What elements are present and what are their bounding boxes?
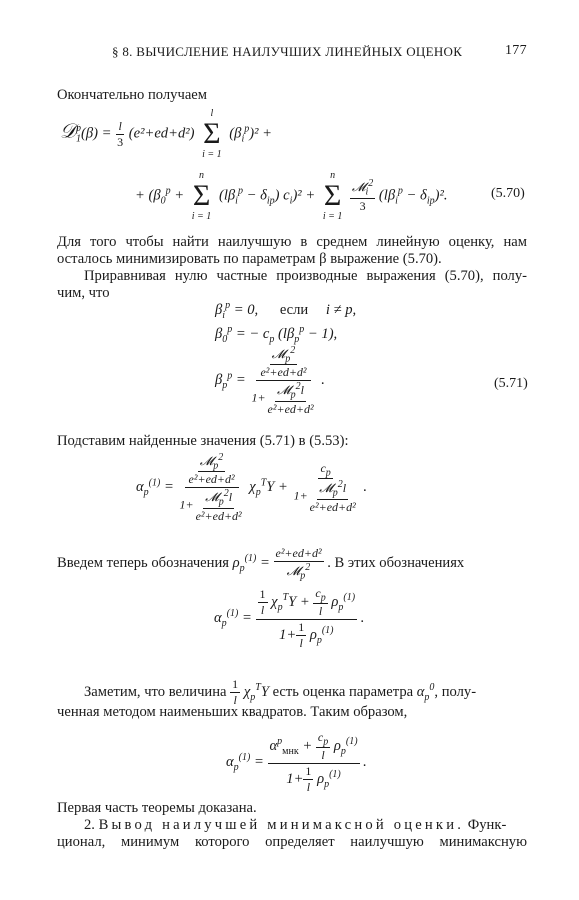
paragraph-8-text-rest: Функ- bbox=[467, 817, 507, 833]
paragraph-8-line-1 bbox=[84, 817, 506, 834]
paragraph-3-line-1: Приравнивая нулю частные производные выражения (5.70), полу- bbox=[84, 268, 527, 284]
paragraph-6-line-1: Заметим, что величина $\frac{1}{l}$ $\chi_p^TY$ есть оценка параметра $\alpha_p^0$, полу- bbox=[84, 677, 477, 707]
paragraph-6-text-a: Заметим, что величина bbox=[84, 683, 227, 700]
equation-5-70-line-2: + ($\beta_0^p$ + n Σ i = 1 $(l\beta_i^p - \delta_{ip}) c_i)^2$ + n Σ i = 1 $\frac{𝓜_i^2}{3}$ $(l\beta_i^p - \delta_{ip})^2$. bbox=[135, 170, 448, 222]
running-header-title: § 8. ВЫЧИСЛЕНИЕ НАИЛУЧШИХ ЛИНЕЙНЫХ ОЦЕНОК bbox=[112, 44, 463, 59]
paragraph-2-line-1: Для того чтобы найти наилучшую в среднем линейную оценку, нам bbox=[57, 234, 527, 250]
equation-5-71-row-3: $\beta_p^p$ = $\frac{𝓜_p^2}{\text{e²+ed+d²}}$ 1+ $\frac{𝓜_p^2l}{\text{e²+ed+d²}}$ . bbox=[215, 345, 325, 416]
paragraph-6-text-c: , полу- bbox=[434, 683, 477, 700]
equation-5-71-row-1: $\beta_i^p = 0$, если i ≠ p, bbox=[215, 300, 357, 321]
paragraph-5 bbox=[57, 546, 464, 581]
paragraph-3-line-2: чим, что bbox=[57, 285, 110, 301]
paragraph-5-text-a: Введем теперь обозначения bbox=[57, 555, 229, 572]
equation-label-5-71: (5.71) bbox=[494, 376, 528, 391]
paragraph-8-line-2: ционал, минимум которого определяет наилучшую минимаксную bbox=[57, 834, 527, 850]
section-number: 2. bbox=[84, 817, 95, 833]
paragraph-5-text-b: . В этих обозначениях bbox=[327, 555, 465, 572]
equation-5-71-row-2: $\beta_0^p$ = − $c_p$ $(l\beta_p^p - 1)$, bbox=[215, 324, 338, 345]
page-number: 177 bbox=[505, 43, 527, 58]
paragraph-6-line-2: ченная методом наименьших квадратов. Таким образом, bbox=[57, 704, 408, 720]
condition-if: если bbox=[279, 301, 309, 318]
paragraph-6-text-b: есть оценка параметра bbox=[272, 683, 414, 700]
mnk-subscript: мнк bbox=[282, 745, 299, 757]
equation-label-5-70: (5.70) bbox=[491, 186, 525, 201]
paragraph-7: Первая часть теоремы доказана. bbox=[57, 800, 257, 816]
paragraph-2-line-2: осталось минимизировать по параметрам β выражение (5.70). bbox=[57, 251, 442, 267]
paragraph-4: Подставим найденные значения (5.71) в (5.53): bbox=[57, 433, 349, 449]
equation-5-70-line-1: 𝒟$_1^p$(β) = $\frac{l}{3}$ (e²+ed+d²) l Σ i = 1 $(\beta_i^p)^2$ + bbox=[60, 108, 272, 160]
equation-alpha-final: $\alpha_p^{(1)}$ = $\alpha^p_{мнк}$ + $\frac{c_p}{l}$ $\rho_p^{(1)}$ 1+ $\frac{1}{l}$ $\rho_p^{(1)}$ . bbox=[226, 730, 367, 795]
paragraph-intro: Окончательно получаем bbox=[57, 87, 208, 103]
section-heading-spaced: Вывод наилучшей минимаксной оценки. bbox=[98, 817, 465, 833]
condition-expression: i ≠ p, bbox=[325, 301, 357, 318]
equation-alpha-substitution: $\alpha_p^{(1)}$ = $\frac{𝓜_p^2}{\text{e²+ed+d²}}$ 1+ $\frac{𝓜_p^2l}{\text{e²+ed+d²}}$ $\chi_p^TY$ + $c_p$ 1+ $\frac{𝓜_p^2l}{\text{e²+ed+d²}}$ . bbox=[136, 452, 368, 523]
rho-definition: $\rho_p^{(1)}$ = $\frac{\text{e²+ed+d²}}{𝓜_p^2}$ bbox=[232, 546, 322, 582]
equation-alpha-rho: $\alpha_p^{(1)}$ = $\frac{1}{l}$ $\chi_p^TY$ + $\frac{c_p}{l}$ $\rho_p^{(1)}$ 1+ $\frac{1}{l}$ $\rho_p^{(1)}$ . bbox=[214, 586, 365, 651]
